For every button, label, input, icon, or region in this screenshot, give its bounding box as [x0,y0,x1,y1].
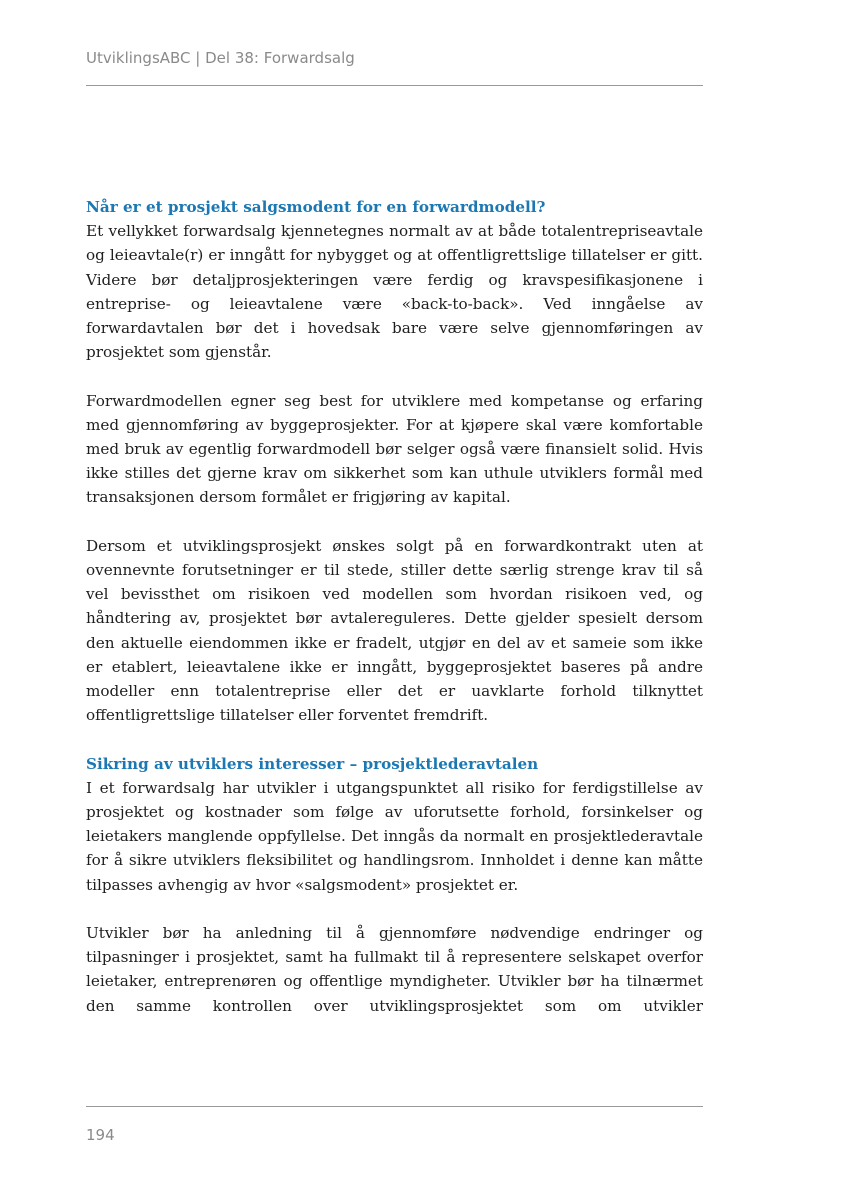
article-body [86,195,703,1018]
footer-rule [86,1106,703,1107]
section-heading-salgsmodent: Når er et prosjekt salgsmodent for en forwardmodell? [86,198,546,216]
page-number: 194 [86,1126,115,1144]
running-header: UtviklingsABC | Del 38: Forwardsalg [86,49,355,67]
paragraph: Utvikler bør ha anledning til å gjennomføre nødvendige endringer og tilpasninger i prosjektet, samt ha fullmakt til å representere selskapet overfor leietaker, entreprenøren og offentlige myndigheter. Utvikler bør ha tilnærmet den samme kontrollen over utviklingsprosjektet som om utvikler [86,924,703,1015]
section-heading-prosjektlederavtalen: Sikring av utviklers interesser – prosjektlederavtalen [86,754,539,773]
paragraph: Forwardmodellen egner seg best for utviklere med kompetanse og erfaring med gjennomføring av byggeprosjekter. For at kjøpere skal være komfortable med bruk av egentlig forwardmodell bør selger også være finansielt solid. Hvis ikke stilles det gjerne krav om sikkerhet som kan uthule utviklers formål med transaksjonen dersom formålet er frigjøring av kapital. [86,391,703,507]
header-rule [86,85,703,86]
paragraph: I et forwardsalg har utvikler i utgangspunktet all risiko for ferdigstillelse av prosjektet og kostnader som følge av uforutsette forhold, forsinkelser og leietakers manglende oppfyllelse. Det inngås da normalt en prosjektlederavtale for å sikre utviklers fleksibilitet og handlingsrom. Innholdet i denne kan måtte tilpasses avhengig av hvor «salgsmodent» prosjektet er. [86,778,703,894]
paragraph: Et vellykket forwardsalg kjennetegnes normalt av at både totalentrepriseavtale og leieavtale(r) er inngått for nybygget og at offentligrettslige tillatelser er gitt. Videre bør detaljprosjekteringen være ferdig og kravspesifikasjonene i entreprise- og leieavtalene være «back-to-back». Ved inngåelse av forwardavtalen bør det i hovedsak bare være selve gjennomføringen av prosjektet som gjenstår. [86,222,703,362]
paragraph: Dersom et utviklingsprosjekt ønskes solgt på en forwardkontrakt uten at ovennevnte forutsetninger er til stede, stiller dette særlig strenge krav til så vel bevissthet om risikoen ved modellen som hvordan risikoen ved, og håndtering av, prosjektet bør avtalereguleres. Dette gjelder spesielt dersom den aktuelle eiendommen ikke er fradelt, utgjør en del av et sameie som ikke er etablert, leieavtalene ikke er inngått, byggeprosjektet baseres på andre modeller enn totalentreprise eller det er uavklarte forhold tilknyttet offentligrettslige tillatelser eller forventet fremdrift. [86,536,703,725]
